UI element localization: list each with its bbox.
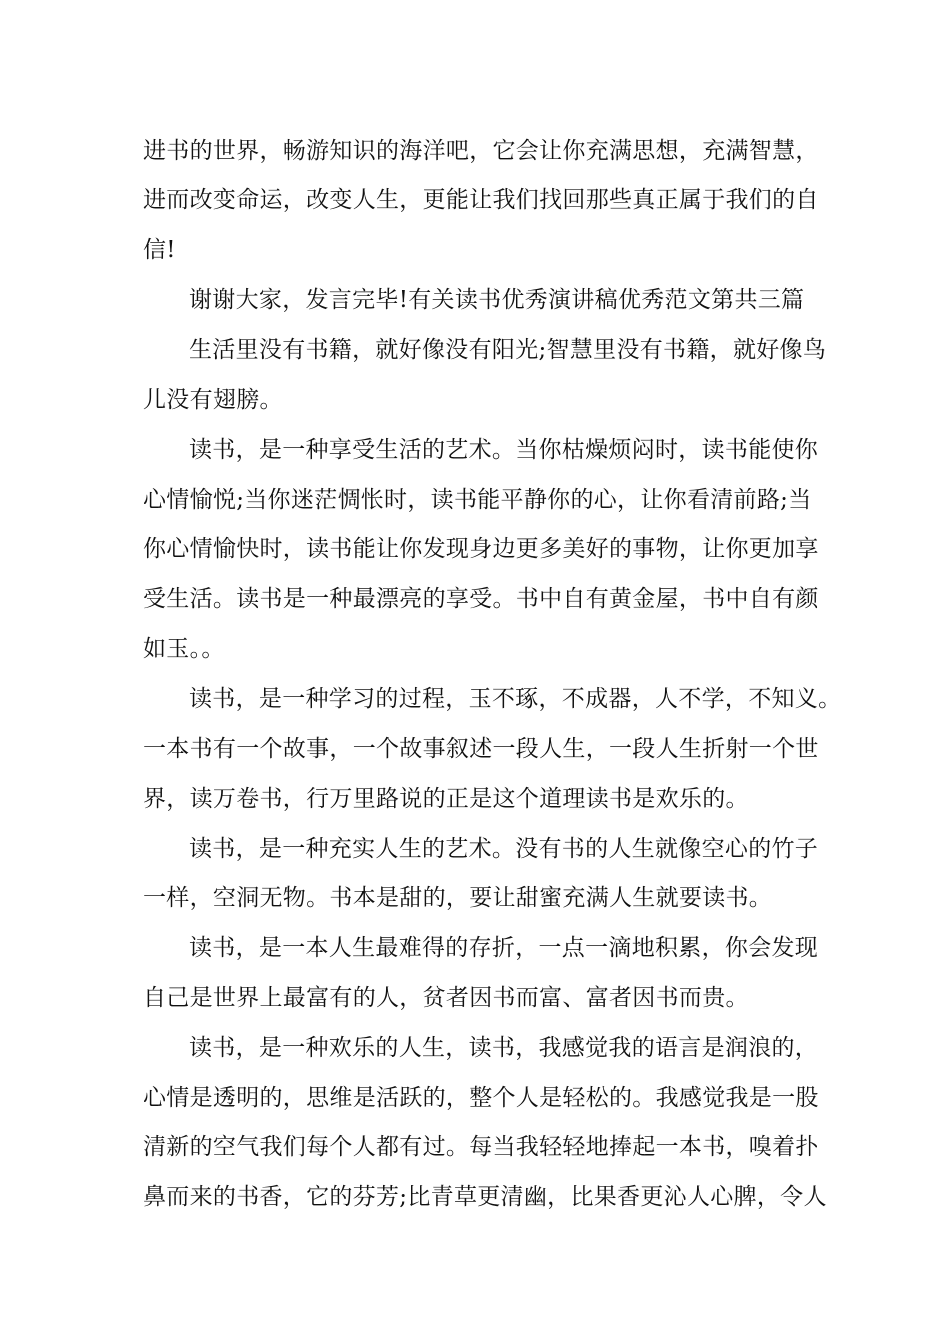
text-line: 一本书有一个故事，一个故事叙述一段人生，一段人生折射一个世 xyxy=(143,736,819,762)
text-line: 信! xyxy=(143,237,176,263)
text-line: 受生活。读书是一种最漂亮的享受。书中自有黄金屋，书中自有颜 xyxy=(143,586,819,612)
text-line: 读书，是一本人生最难得的存折，一点一滴地积累，你会发现 xyxy=(189,935,819,961)
text-line: 鼻而来的书香，它的芬芳;比青草更清幽，比果香更沁人心脾，令人 xyxy=(143,1184,827,1210)
text-line: 读书，是一种欢乐的人生，读书，我感觉我的语言是润浪的， xyxy=(189,1035,819,1061)
text-line: 进而改变命运，改变人生，更能让我们找回那些真正属于我们的自 xyxy=(143,187,819,213)
text-line: 心情是透明的，思维是活跃的，整个人是轻松的。我感觉我是一股 xyxy=(143,1085,819,1111)
text-line: 清新的空气我们每个人都有过。每当我轻轻地捧起一本书，嗅着扑 xyxy=(143,1134,819,1160)
text-line: 界，读万卷书，行万里路说的正是这个道理读书是欢乐的。 xyxy=(143,786,749,812)
text-line: 生活里没有书籍，就好像没有阳光;智慧里没有书籍，就好像鸟 xyxy=(189,337,827,363)
text-line: 读书，是一种享受生活的艺术。当你枯燥烦闷时，读书能使你 xyxy=(189,437,819,463)
text-line: 读书，是一种学习的过程，玉不琢，不成器，人不学，不知义。 xyxy=(189,686,842,712)
text-line: 进书的世界，畅游知识的海洋吧，它会让你充满思想，充满智慧， xyxy=(143,138,819,164)
text-line: 一样，空洞无物。书本是甜的，要让甜蜜充满人生就要读书。 xyxy=(143,885,773,911)
text-line: 儿没有翅膀。 xyxy=(143,387,283,413)
text-line: 心情愉悦;当你迷茫惆怅时，读书能平静你的心，让你看清前路;当 xyxy=(143,487,812,513)
text-line: 读书，是一种充实人生的艺术。没有书的人生就像空心的竹子 xyxy=(189,836,819,862)
text-line: 如玉。。 xyxy=(143,636,225,662)
text-line: 谢谢大家，发言完毕!有关读书优秀演讲稿优秀范文第共三篇 xyxy=(189,287,805,313)
text-line: 自己是世界上最富有的人，贫者因书而富、富者因书而贵。 xyxy=(143,985,749,1011)
text-line: 你心情愉快时，读书能让你发现身边更多美好的事物，让你更加享 xyxy=(143,536,819,562)
